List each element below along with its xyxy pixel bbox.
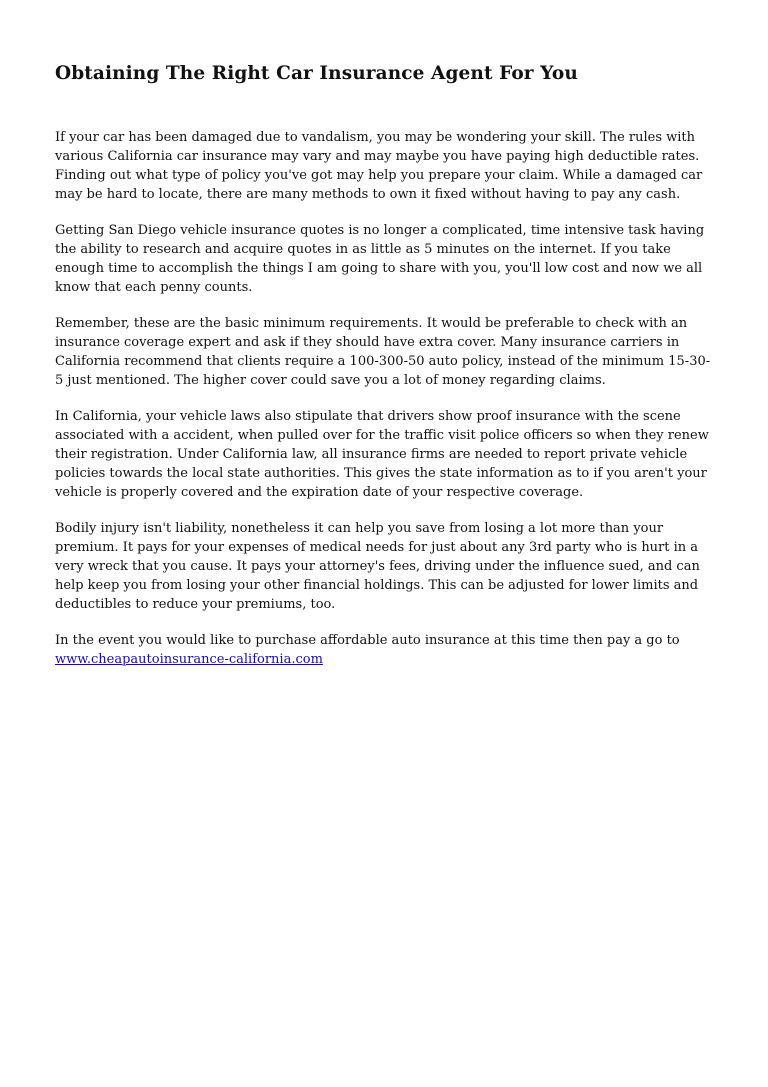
paragraph-vandalism: If your car has been damaged due to vandalism, you may be wondering your skill. The rules with various California car insurance may vary and may maybe you have paying high deductible rates. Finding out what type of policy you've got may help you prepare your claim. While a damaged car may be hard to locate, there are many methods to own it fixed without having to pay any cash. bbox=[55, 130, 703, 202]
insurance-site-link[interactable]: www.cheapautoinsurance-california.com bbox=[55, 652, 323, 667]
paragraph-minimum-requirements: Remember, these are the basic minimum requirements. It would be preferable to check with an insurance coverage expert and ask if they should have extra cover. Many insurance carriers in California recommend that clients require a 100-300-50 auto policy, instead of the minimum 15-30-5 just mentioned. The higher cover could save you a lot of money regarding claims. bbox=[55, 316, 711, 388]
closing-text: In the event you would like to purchase affordable auto insurance at this time then pay a go to bbox=[55, 633, 680, 648]
paragraph-bodily-injury: Bodily injury isn't liability, nonetheless it can help you save from losing a lot more than your premium. It pays for your expenses of medical needs for just about any 3rd party who is hurt in a very wreck that you cause. It pays your attorney's fees, driving under the influence sued, and can help keep you from losing your other financial holdings. This can be adjusted for lower limits and deductibles to reduce your premiums, too. bbox=[55, 521, 700, 612]
document-title: Obtaining The Right Car Insurance Agent For You bbox=[55, 63, 578, 84]
paragraph-san-diego-quotes: Getting San Diego vehicle insurance quotes is no longer a complicated, time intensive task having the ability to research and acquire quotes in as little as 5 minutes on the internet. If you take enough time to accomplish the things I am going to share with you, you'll low cost and now we all know that each penny counts. bbox=[55, 223, 705, 295]
paragraph-closing bbox=[55, 631, 714, 669]
paragraph-california-laws: In California, your vehicle laws also stipulate that drivers show proof insurance with the scene associated with a accident, when pulled over for the traffic visit police officers so when they renew their registration. Under California law, all insurance firms are needed to report private vehicle policies towards the local state authorities. This gives the state information as to if you aren't your vehicle is properly covered and the expiration date of your respective coverage. bbox=[55, 409, 709, 500]
